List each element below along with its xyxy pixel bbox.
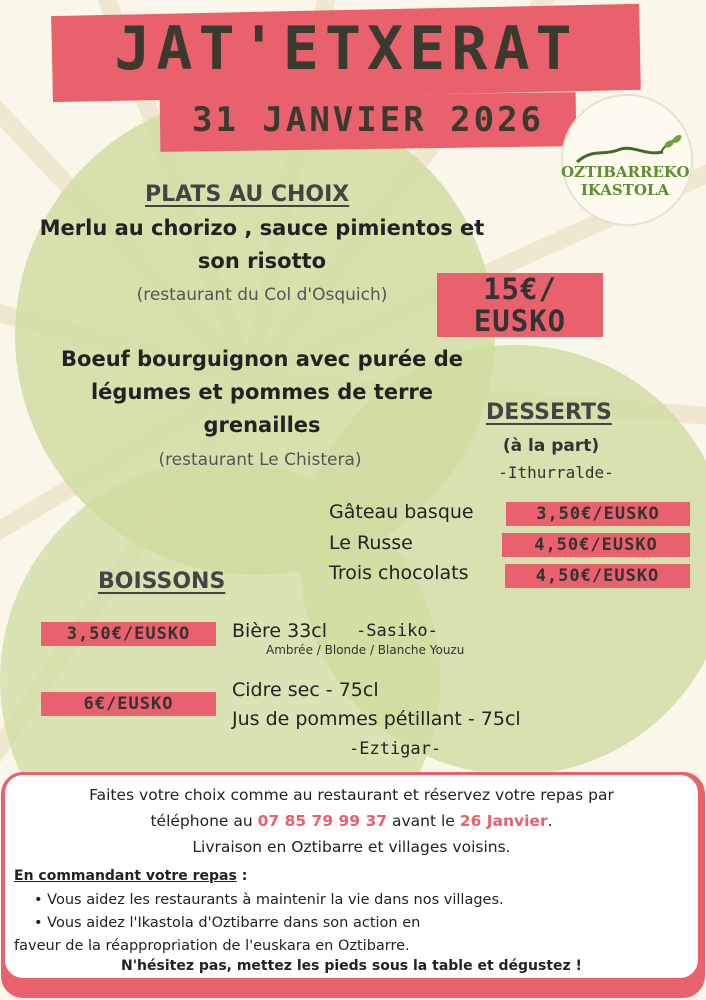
beer-types: Ambrée / Blonde / Blanche Youzu (266, 643, 465, 657)
dessert-name-2: Le Russe (329, 532, 413, 554)
dish-2-line3: grenailles (203, 413, 321, 437)
info-line2 (5, 808, 698, 834)
boissons-heading: BOISSONS (98, 569, 226, 594)
info-line2-pre: téléphone au (150, 812, 253, 830)
dish-2-restaurant: (restaurant Le Chistera) (158, 450, 362, 470)
dessert-price-2: 4,50€/EUSKO (502, 533, 690, 557)
info-line3: Livraison en Oztibarre et villages voisins. (192, 838, 511, 856)
dessert-price-1: 3,50€/EUSKO (506, 502, 690, 526)
info-line2-post: . (547, 812, 553, 830)
info-line1: Faites votre choix comme au restaurant et réservez votre repas par (89, 786, 614, 804)
bullet-1: • Vous aidez les restaurants à maintenir la vie dans nos villages. (34, 889, 694, 912)
bullet-2: • Vous aidez l'Ikastola d'Oztibarre dans son action en (34, 912, 694, 935)
closing-line: N'hésitez pas, mettez les pieds sous la table et dégustez ! (121, 958, 582, 974)
plat-price-line2: EUSKO (473, 304, 567, 338)
dish-1-line1: Merlu au chorizo , sauce pimientos et (39, 216, 485, 240)
cidre-price: 6€/EUSKO (41, 692, 216, 716)
commande-heading-text: En commandant votre repas (14, 868, 237, 884)
plat-price-line1: 15€/ (483, 272, 557, 306)
dish-2 (0, 343, 524, 442)
commande-heading (14, 868, 247, 884)
dish-1-line2: son risotto (197, 249, 327, 273)
beer-label: Bière 33cl (232, 620, 328, 642)
plat-price-tag (437, 273, 603, 337)
dessert-name-3: Trois chocolats (329, 562, 469, 584)
dessert-name-1: Gâteau basque (329, 501, 474, 523)
desserts-heading: DESSERTS (486, 400, 612, 425)
deadline-date: 26 Janvier (459, 812, 548, 830)
plats-heading: PLATS AU CHOIX (145, 182, 350, 207)
desserts-supplier: -Ithurralde- (498, 463, 614, 482)
info-line2-mid: avant le (392, 812, 455, 830)
logo-text-line2: IKASTOLA (580, 181, 670, 199)
event-title: JAT'ETXERAT (114, 14, 578, 84)
cidre-supplier: -Eztigar- (349, 739, 442, 759)
beer-supplier: -Sasiko- (356, 621, 438, 641)
dish-1-restaurant: (restaurant du Col d'Osquich) (136, 285, 388, 305)
dessert-price-3: 4,50€/EUSKO (505, 564, 690, 588)
dish-2-line1: Boeuf bourguignon avec purée de (61, 347, 463, 371)
dish-1 (0, 212, 524, 278)
bullet-2-continuation: faveur de la réappropriation de l'euskara en Oztibarre. (14, 938, 410, 954)
phone-number[interactable]: 07 85 79 99 37 (257, 812, 388, 830)
event-date: 31 JANVIER 2026 (191, 100, 545, 140)
beer-price: 3,50€/EUSKO (41, 622, 216, 646)
commande-heading-colon: : (236, 868, 248, 884)
logo-text (561, 163, 689, 199)
commande-list (14, 889, 694, 958)
ikastola-logo (561, 94, 693, 226)
cidre-label: Cidre sec - 75cl (232, 679, 379, 701)
logo-text-line1: OZTIBARREKO (561, 163, 690, 181)
desserts-sub: (à la part) (502, 436, 600, 456)
dish-2-line2: légumes et pommes de terre (90, 380, 434, 404)
jus-label: Jus de pommes pétillant - 75cl (232, 708, 521, 730)
